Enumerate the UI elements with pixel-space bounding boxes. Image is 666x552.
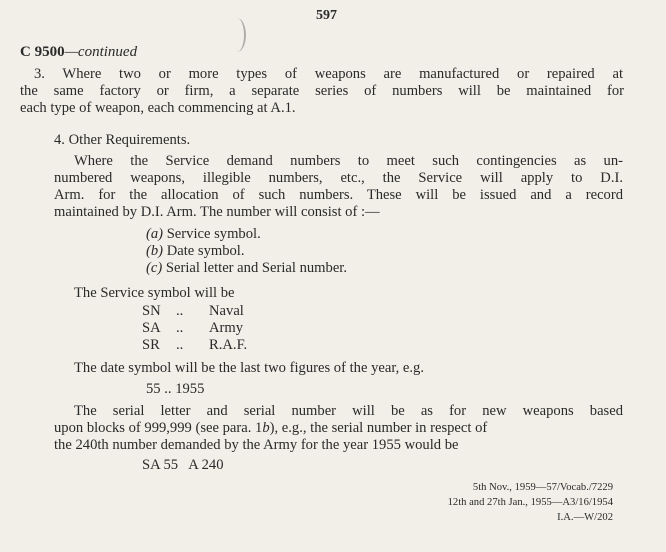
amendment-ref-2: 12th and 27th Jan., 1955—A3/16/1954 (447, 497, 613, 508)
date-symbol-intro: The date symbol will be the last two figures of the year, e.g. (74, 360, 424, 376)
section-continued: —continued (64, 44, 138, 60)
para4-line-1: Where the Service demand numbers to meet such contingencies as un- (74, 153, 623, 169)
symbol-code-sr: SR (142, 337, 160, 353)
para3-line-2: the same factory or firm, a separate series of numbers will be maintained for (20, 83, 624, 99)
para4-line-3: Arm. for the allocation of such numbers. These will be issued and a record (54, 187, 623, 203)
list-item-b: (b) Date symbol. (146, 243, 245, 259)
symbol-name-raf: R.A.F. (209, 337, 248, 353)
symbol-code-sa: SA (142, 320, 161, 336)
list-item-c: (c) Serial letter and Serial number. (146, 260, 348, 276)
serial-para-line-3: the 240th number demanded by the Army for the year 1955 would be (54, 437, 459, 453)
para3-line-3: each type of weapon, each commencing at A.1. (20, 100, 296, 116)
para4-line-2: numbered weapons, illegible numbers, etc., the Service will apply to D.I. (54, 170, 623, 186)
symbol-code-sn: SN (142, 303, 161, 319)
serial-example: SA 55 A 240 (142, 457, 224, 473)
section-code: C 9500 (20, 44, 65, 60)
date-example: 55 .. 1955 (146, 381, 205, 397)
para3-line-1: 3. Where two or more types of weapons are manufactured or repaired at (34, 66, 623, 82)
page-number: 597 (316, 8, 337, 23)
pencil-mark (228, 18, 246, 52)
amendment-ref-1: 5th Nov., 1959—57/Vocab./7229 (472, 482, 613, 493)
list-item-a: (a) Service symbol. (146, 226, 261, 242)
symbol-dots: .. (176, 320, 184, 336)
symbol-dots: .. (176, 337, 184, 353)
service-symbol-intro: The Service symbol will be (74, 285, 235, 301)
amendment-ref-3: I.A.—W/202 (557, 512, 613, 523)
serial-para-line-2: upon blocks of 999,999 (see para. 1b), e.g., the serial number in respect of (54, 420, 488, 436)
symbol-name-army: Army (209, 320, 244, 336)
para4-line-4: maintained by D.I. Arm. The number will consist of :— (54, 204, 380, 220)
serial-para-line-1: The serial letter and serial number will be as for new weapons based (74, 403, 623, 419)
symbol-name-naval: Naval (209, 303, 244, 319)
symbol-dots: .. (176, 303, 184, 319)
section-heading (20, 44, 137, 61)
para4-heading: 4. Other Requirements. (54, 132, 191, 148)
